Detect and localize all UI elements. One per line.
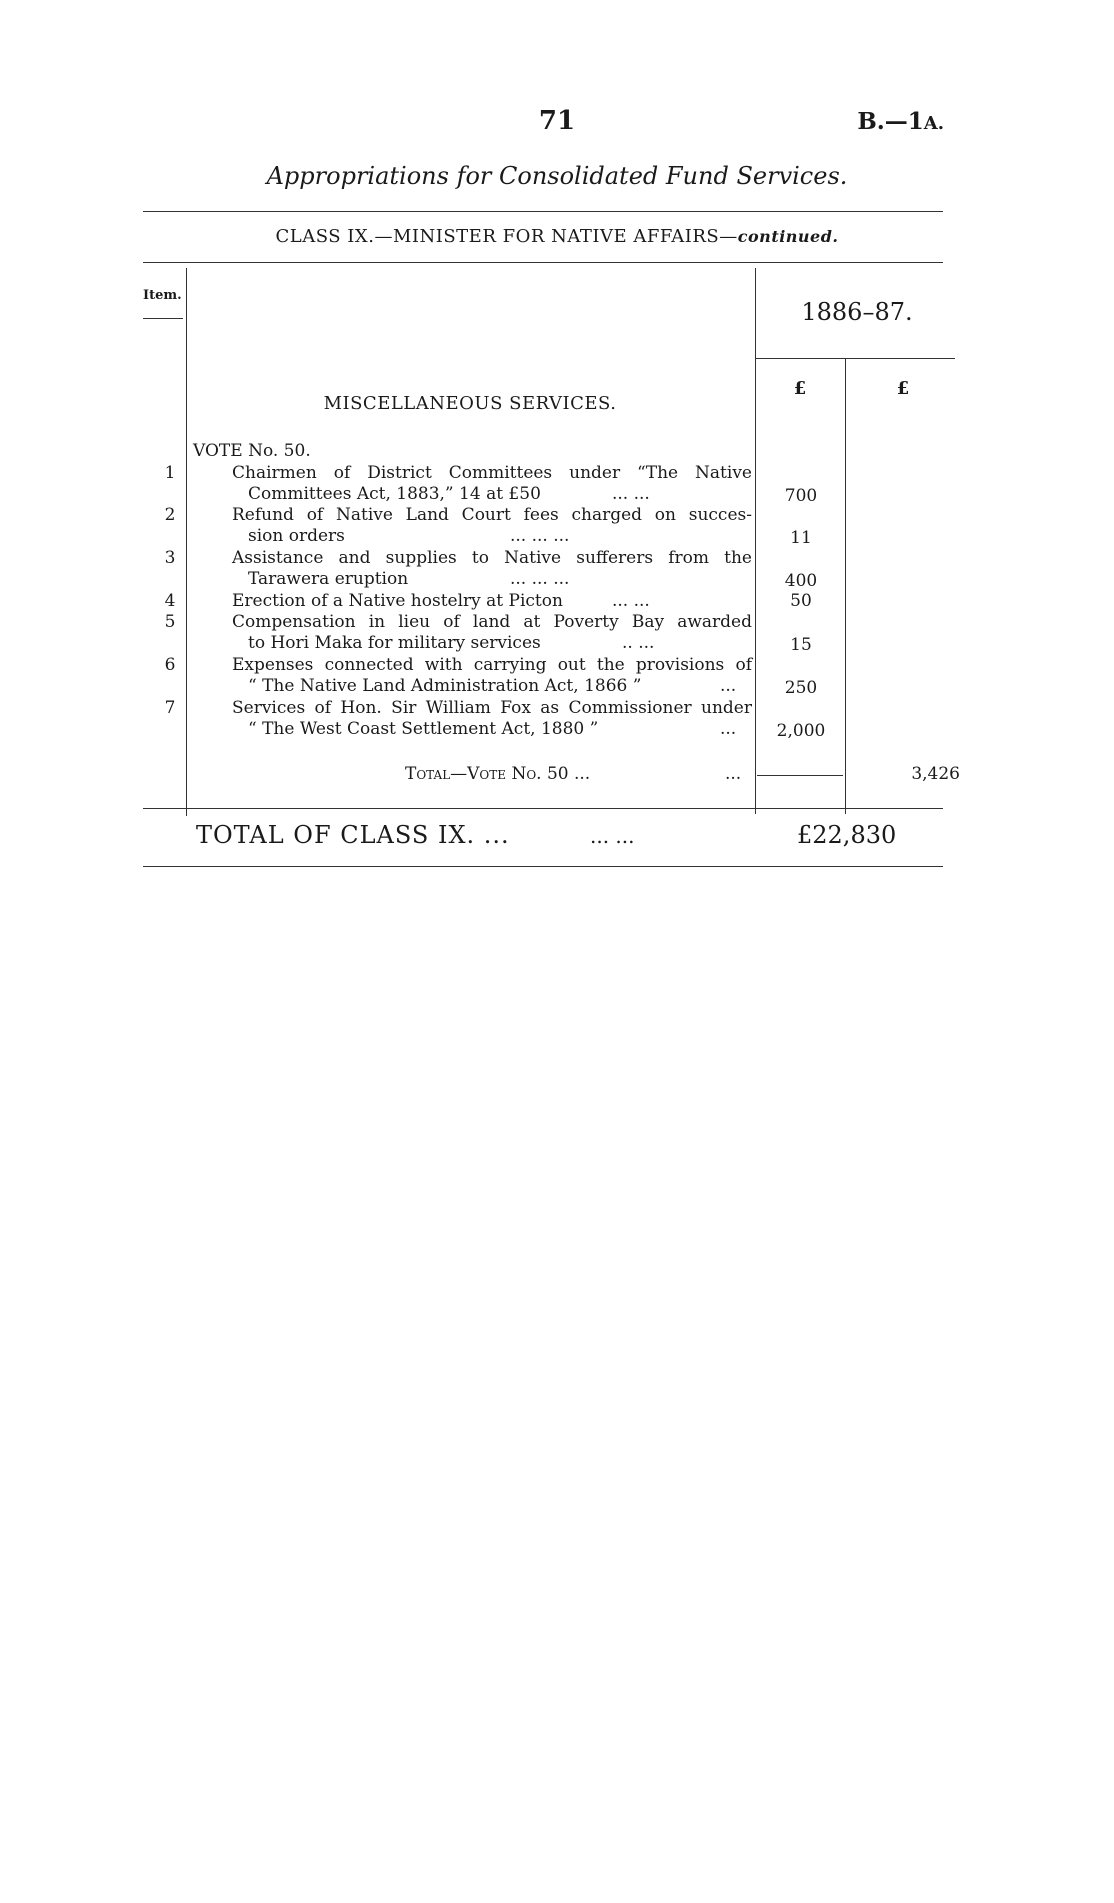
item-description-cont: Tarawera eruption	[248, 569, 409, 589]
item-description-cont: “ The West Coast Settlement Act, 1880 ”	[248, 719, 599, 739]
subtotal-column-divider	[845, 358, 846, 814]
class-heading-main: CLASS IX.—MINISTER FOR NATIVE AFFAIRS—	[275, 226, 738, 247]
class-heading	[0, 226, 1114, 247]
item-number: 4	[164, 591, 176, 611]
amount-column-divider	[755, 268, 756, 814]
leader-dots: ...	[725, 764, 742, 784]
item-amount: 400	[784, 571, 818, 591]
class-heading-suffix: continued.	[737, 227, 839, 246]
title-rule	[143, 211, 943, 212]
item-column-divider	[186, 268, 187, 816]
item-amount: 2,000	[776, 721, 826, 741]
leader-dots: ... ...	[590, 824, 635, 848]
item-description: Services of Hon. Sir William Fox as Commissioner under	[232, 698, 752, 718]
item-description: Refund of Native Land Court fees charged on succes-	[232, 505, 752, 525]
item-amount: 700	[784, 486, 818, 506]
leader-dots: ... ... ...	[510, 569, 570, 589]
leader-dots: ... ...	[612, 484, 650, 504]
table-top-rule	[143, 262, 943, 263]
doc-ref-small: A.	[923, 113, 944, 134]
item-description: Expenses connected with carrying out the provisions of	[232, 655, 752, 675]
item-description-cont: sion orders	[248, 526, 345, 546]
section-heading: MISCELLANEOUS SERVICES.	[323, 393, 617, 414]
page-number: 71	[538, 106, 576, 136]
leader-dots: ... ...	[612, 591, 650, 611]
vote-total-label: Total—Vote No. 50 ...	[405, 764, 591, 784]
item-number: 5	[164, 612, 176, 632]
item-description: Compensation in lieu of land at Poverty Bay awarded	[232, 612, 752, 632]
subtotal-rule	[757, 775, 843, 776]
item-description: Erection of a Native hostelry at Picton	[232, 591, 563, 611]
vote-label: VOTE No. 50.	[193, 441, 311, 461]
document-reference	[857, 108, 944, 135]
year-heading: 1886–87.	[801, 298, 913, 326]
class-total-label: TOTAL OF CLASS IX. ...	[196, 821, 510, 849]
item-amount: 15	[790, 635, 812, 655]
currency-symbol-total: £	[896, 378, 910, 399]
item-description: Chairmen of District Committees under “The Native	[232, 463, 752, 483]
leader-dots: .. ...	[622, 633, 655, 653]
item-description-cont: Committees Act, 1883,” 14 at £50	[248, 484, 541, 504]
item-column-header: Item.	[143, 288, 182, 303]
leader-dots: ...	[720, 676, 737, 696]
item-amount: 11	[790, 528, 812, 548]
item-number: 2	[164, 505, 176, 525]
item-description-cont: to Hori Maka for military services	[248, 633, 541, 653]
item-amount: 50	[790, 591, 812, 611]
table-bottom-rule	[143, 808, 943, 809]
currency-symbol-items: £	[793, 378, 807, 399]
class-total-amount: £22,830	[797, 821, 897, 849]
class-total-rule	[143, 866, 943, 867]
item-description: Assistance and supplies to Native sufferers from the	[232, 548, 752, 568]
year-underline	[755, 358, 955, 359]
doc-ref-main: B.—1	[857, 108, 924, 135]
item-number: 7	[164, 698, 176, 718]
vote-total-amount: 3,426	[911, 764, 960, 784]
item-amount: 250	[784, 678, 818, 698]
item-number: 3	[164, 548, 176, 568]
item-header-underline	[143, 318, 183, 319]
leader-dots: ... ... ...	[510, 526, 570, 546]
leader-dots: ...	[720, 719, 737, 739]
page-title: Appropriations for Consolidated Fund Services.	[266, 162, 848, 190]
item-description-cont: “ The Native Land Administration Act, 1866 ”	[248, 676, 642, 696]
item-number: 6	[164, 655, 176, 675]
item-number: 1	[164, 463, 176, 483]
